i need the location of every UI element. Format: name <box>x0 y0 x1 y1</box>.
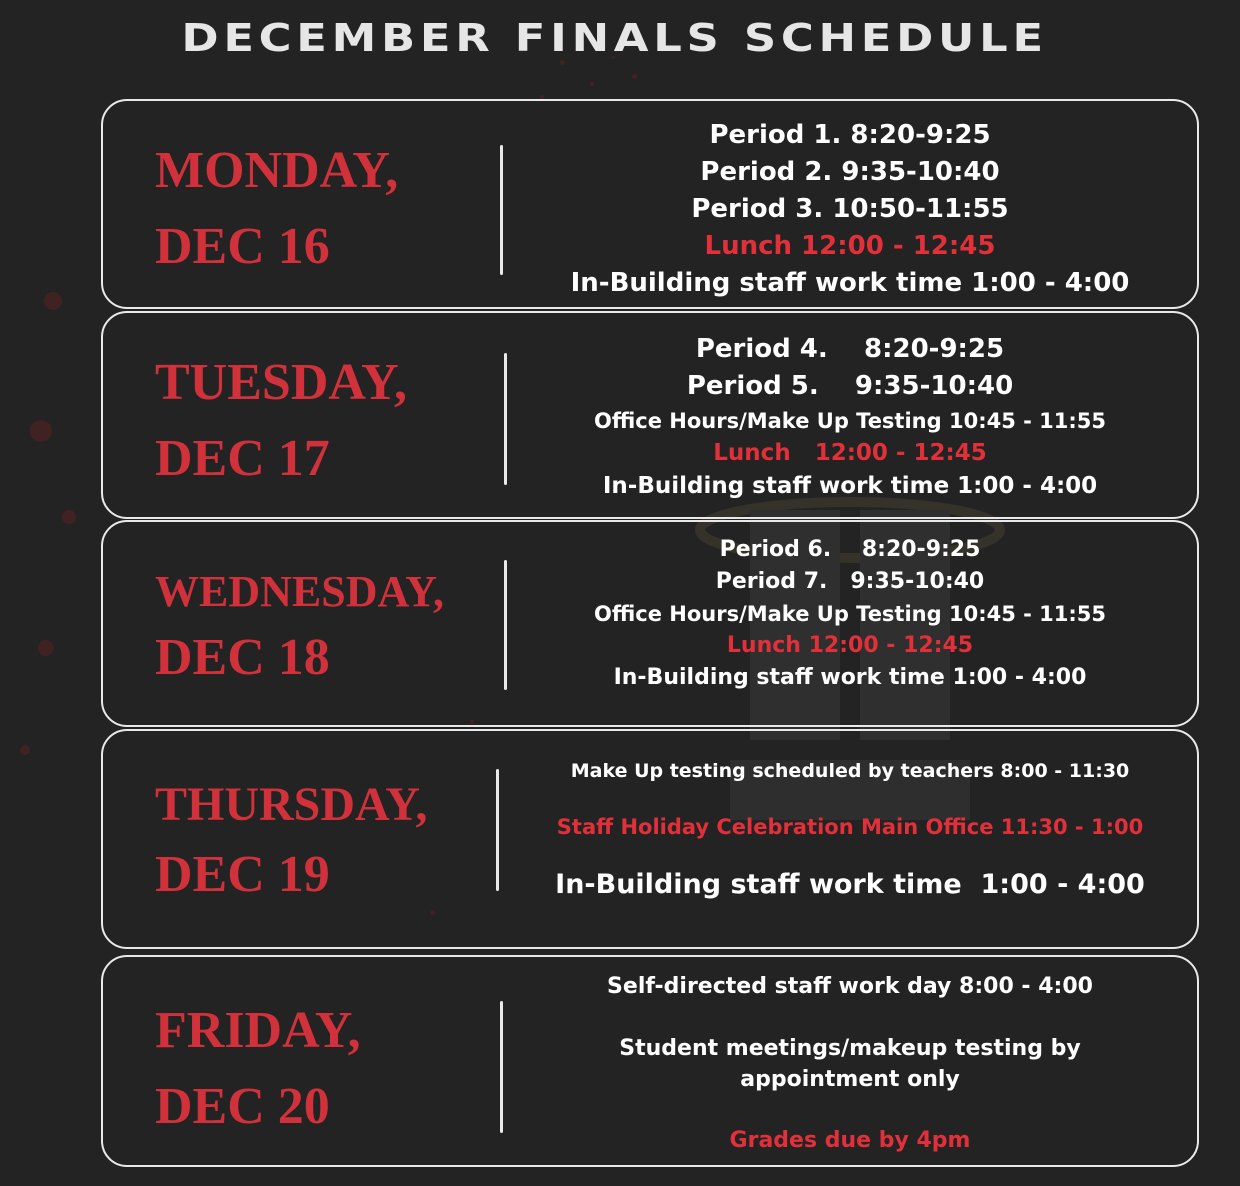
divider <box>500 145 503 275</box>
date-label: DEC 19 <box>155 846 330 903</box>
lunch-line: Lunch 12:00 - 12:45 <box>704 231 996 261</box>
divider <box>504 353 507 485</box>
date-label: DEC 20 <box>155 1078 330 1135</box>
date-label: DEC 18 <box>155 629 330 686</box>
schedule-line: Office Hours/Make Up Testing 10:45 - 11:55 <box>593 602 1106 626</box>
schedule-line: In-Building staff work time 1:00 - 4:00 <box>555 869 1145 900</box>
divider <box>500 1001 503 1133</box>
day-label: WEDNESDAY, <box>155 567 444 616</box>
grades-due-line: Grades due by 4pm <box>729 1128 971 1153</box>
divider <box>496 769 499 891</box>
page-title: DECEMBER FINALS SCHEDULE <box>181 16 1048 60</box>
day-label: FRIDAY, <box>155 1002 361 1059</box>
schedule-line: Period 4. 8:20-9:25 <box>695 334 1005 364</box>
date-label: DEC 16 <box>155 218 330 275</box>
day-card-friday <box>101 955 1199 1167</box>
celebration-line: Staff Holiday Celebration Main Office 11:30 - 1:00 <box>556 815 1144 839</box>
day-card-wednesday <box>101 520 1199 727</box>
lunch-line: Lunch 12:00 - 12:45 <box>713 440 987 466</box>
day-label: MONDAY, <box>155 142 399 199</box>
day-card-tuesday <box>101 311 1199 519</box>
schedule-line: Make Up testing scheduled by teachers 8:00 - 11:30 <box>570 760 1130 782</box>
day-label: TUESDAY, <box>155 354 407 411</box>
schedule-line: Period 3. 10:50-11:55 <box>691 194 1009 224</box>
day-card-monday <box>101 99 1199 309</box>
schedule-line: Period 2. 9:35-10:40 <box>700 157 1000 187</box>
date-label: DEC 17 <box>155 430 330 487</box>
schedule-line: Period 1. 8:20-9:25 <box>709 120 991 150</box>
schedule-line: Period 5. 9:35-10:40 <box>686 371 1014 401</box>
divider <box>504 560 507 690</box>
schedule-details <box>513 117 1187 302</box>
schedule-line: Period 6. 8:20-9:25 <box>719 537 981 562</box>
schedule-line: In-Building staff work time 1:00 - 4:00 <box>613 665 1087 690</box>
schedule-details <box>513 755 1187 903</box>
schedule-line: Student meetings/makeup testing by <box>619 1036 1081 1061</box>
schedule-details <box>513 534 1187 694</box>
schedule-details <box>513 331 1187 503</box>
schedule-line: Self-directed staff work day 8:00 - 4:00 <box>607 974 1093 999</box>
schedule-line: appointment only <box>740 1067 960 1092</box>
schedule-details <box>513 971 1187 1157</box>
lunch-line: Lunch 12:00 - 12:45 <box>726 633 974 658</box>
schedule-line: In-Building staff work time 1:00 - 4:00 <box>602 473 1098 499</box>
day-label: THURSDAY, <box>155 778 428 831</box>
schedule-line: In-Building staff work time 1:00 - 4:00 <box>570 268 1130 298</box>
schedule-line: Period 7. 9:35-10:40 <box>715 569 985 594</box>
day-card-thursday <box>101 729 1199 949</box>
schedule-line: Office Hours/Make Up Testing 10:45 - 11:55 <box>593 409 1106 433</box>
